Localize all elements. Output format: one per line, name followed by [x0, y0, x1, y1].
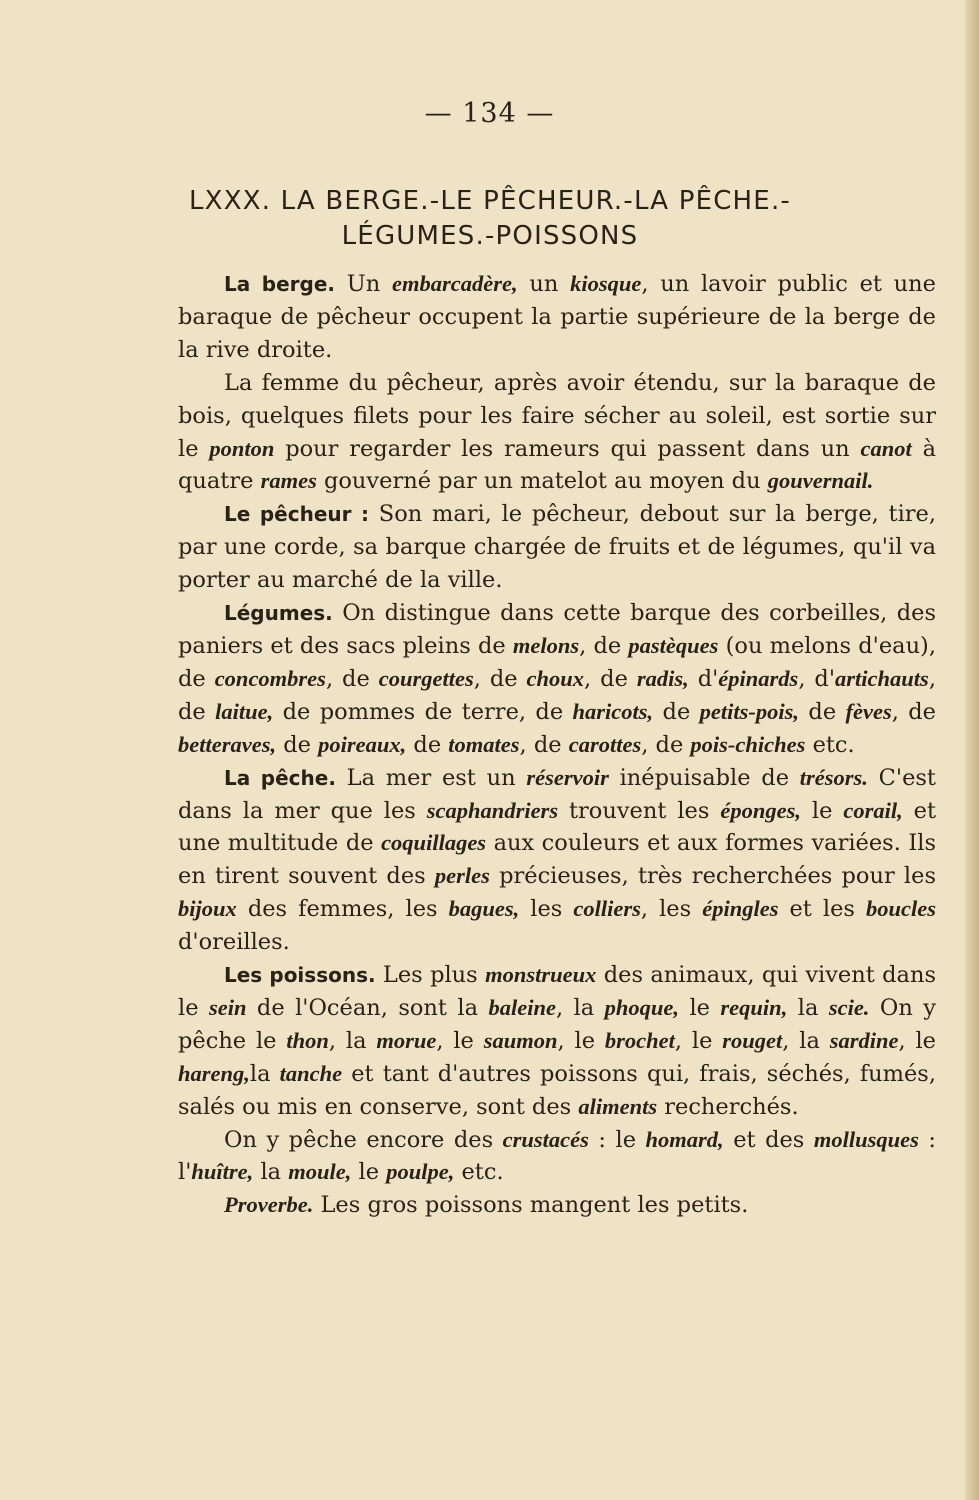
proverb-label: Proverbe. [224, 1192, 314, 1218]
vocab-term: scaphandriers [426, 797, 559, 823]
vocab-term: morue [376, 1027, 437, 1053]
vocab-term: tomates [448, 731, 520, 757]
vocab-term: brochet [604, 1027, 675, 1053]
vocab-term: melons [512, 632, 580, 658]
paragraph-crustaces: On y pêche encore des crustacés : le homard, et des mollusques : l'huître, la moule, le poulpe, etc. [178, 1126, 936, 1186]
vocab-term: courgettes [378, 665, 474, 691]
chapter-title [150, 184, 830, 254]
vocab-term: monstrueux [485, 962, 597, 988]
vocab-term: phoque, [604, 994, 680, 1020]
vocab-term: poulpe, [386, 1159, 455, 1185]
vocab-term: concombres [214, 665, 326, 691]
vocab-term: boucles [866, 896, 936, 922]
vocab-term: trésors. [799, 764, 868, 790]
vocab-term: ponton [209, 435, 275, 461]
vocab-term: choux [526, 665, 585, 691]
vocab-term: hareng, [178, 1060, 250, 1086]
chapter-title-line-1: LXXX. LA BERGE.-LE PÊCHEUR.-LA PÊCHE.- [189, 186, 791, 216]
vocab-term: colliers [573, 896, 641, 922]
vocab-term: petits-pois, [699, 698, 800, 724]
paragraph-le-pecheur: Le pêcheur : Son mari, le pêcheur, debout sur la berge, tire, par une corde, sa barque chargée de fruits et de légumes, qu'il va porter au marché de la ville. [178, 501, 937, 594]
section-label: Les poissons. [224, 963, 376, 988]
vocab-term: laitue, [215, 698, 274, 724]
vocab-term: coquillages [381, 830, 487, 856]
vocab-term: haricots, [572, 698, 654, 724]
page-number: — 134 — [424, 98, 555, 129]
vocab-term: homard, [645, 1126, 724, 1152]
vocab-term: mollusques [813, 1126, 919, 1152]
body-text [178, 268, 936, 1222]
paragraph-proverbe: Proverbe. Les gros poissons mangent les petits. [224, 1192, 749, 1219]
paragraph-femme-pecheur: La femme du pêcheur, après avoir étendu, sur la baraque de bois, quelques filets pour les faire sécher au soleil, est sortie sur le ponton pour regarder les rameurs qui passent dans un canot à quatre rames gouverné par un matelot au moyen du gouvernail. [178, 369, 936, 495]
vocab-term: sein [208, 994, 247, 1020]
vocab-term: crustacés [502, 1126, 589, 1152]
vocab-term: canot [860, 435, 912, 461]
vocab-term: artichauts [835, 665, 929, 691]
vocab-term: embarcadère, [391, 271, 518, 296]
vocab-term: radis, [636, 665, 689, 691]
paragraph-legumes: Légumes. On distingue dans cette barque des corbeilles, des paniers et des sacs pleins de melons, de pastèques (ou melons d'eau), de concombres, de courgettes, de choux, de radis, d'épinards, d'artichauts, de laitue, de pommes de terre, de haricots, de petits-pois, de fèves, de betteraves, de poireaux, de tomates, de carottes, de pois-chiches etc. [178, 600, 936, 758]
vocab-term: perles [434, 863, 490, 889]
section-label: La pêche. [224, 765, 336, 790]
paragraph-les-poissons: Les poissons. Les plus monstrueux des animaux, qui vivent dans le sein de l'Océan, sont la baleine, la phoque, le requin, la scie. On y pêche le thon, la morue, le saumon, le brochet, le rouget, la sardine, le hareng,la tanche et tant d'autres poissons qui, frais, séchés, fumés, salés ou mis en conserve, sont des aliments recherchés. [178, 962, 937, 1120]
vocab-term: kiosque [570, 271, 642, 296]
vocab-term: gouvernail. [767, 468, 874, 494]
section-label: Légumes. [224, 601, 333, 626]
vocab-term: bagues, [448, 896, 520, 922]
vocab-term: pastèques [628, 632, 719, 658]
paragraph-la-berge: La berge. Un embarcadère, un kiosque, un lavoir public et une baraque de pêcheur occupent la partie supérieure de la berge de la rive droite. [178, 271, 936, 363]
vocab-term: thon [286, 1027, 329, 1053]
vocab-term: corail, [843, 797, 903, 823]
page-edge-shadow [965, 0, 979, 1500]
vocab-term: moule, [288, 1159, 352, 1185]
chapter-title-line-2: LÉGUMES.-POISSONS [341, 221, 639, 251]
vocab-term: sardine [829, 1027, 899, 1053]
vocab-term: tanche [279, 1060, 343, 1086]
vocab-term: scie. [828, 994, 870, 1020]
vocab-term: requin, [720, 994, 788, 1020]
section-label: Le pêcheur : [224, 502, 370, 527]
vocab-term: saumon [483, 1027, 558, 1053]
vocab-term: pois-chiches [690, 731, 806, 757]
vocab-term: aliments [578, 1093, 658, 1119]
vocab-term: fèves [845, 698, 892, 724]
vocab-term: rouget [722, 1027, 783, 1053]
vocab-term: rames [260, 468, 317, 494]
vocab-term: éponges, [720, 797, 801, 823]
vocab-term: épinards [718, 665, 799, 691]
vocab-term: bijoux [178, 896, 237, 922]
paragraph-la-peche: La pêche. La mer est un réservoir inépuisable de trésors. C'est dans la mer que les scaphandriers trouvent les éponges, le corail, et une multitude de coquillages aux couleurs et aux formes variées. Ils en tirent souvent des perles précieuses, très recherchées pour les bijoux des femmes, les bagues, les colliers, les épingles et les boucles d'oreilles. [178, 764, 936, 956]
vocab-term: huître, [191, 1159, 254, 1185]
vocab-term: épingles [702, 896, 779, 922]
vocab-term: betteraves, [178, 731, 277, 757]
vocab-term: baleine [488, 994, 556, 1020]
vocab-term: carottes [568, 731, 642, 757]
vocab-term: réservoir [526, 764, 609, 790]
vocab-term: poireaux, [318, 731, 407, 757]
section-label: La berge. [224, 272, 336, 296]
